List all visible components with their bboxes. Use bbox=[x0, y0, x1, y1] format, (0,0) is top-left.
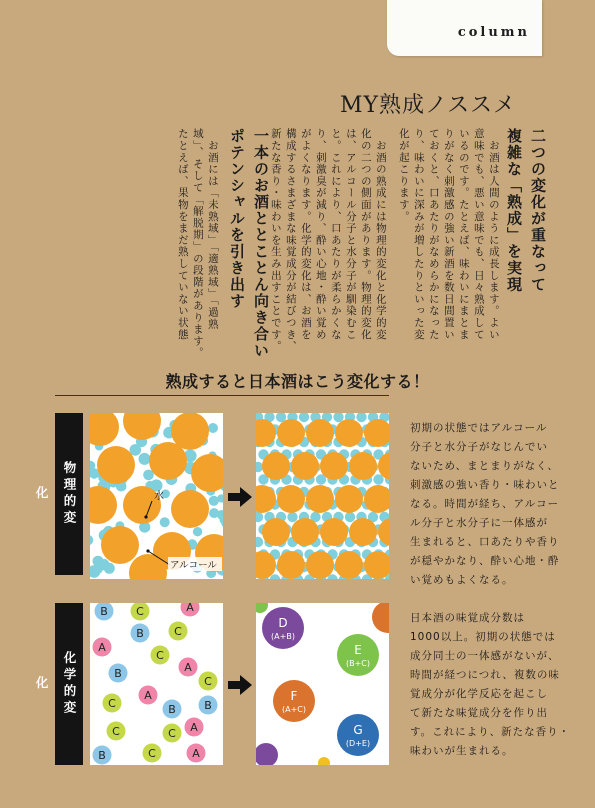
alcohol-molecule bbox=[320, 518, 348, 546]
alcohol-molecule bbox=[349, 452, 377, 480]
molecule-fragment bbox=[372, 603, 389, 633]
headline-column: 複雑な「熟成」を実現 bbox=[505, 128, 523, 293]
chemical-before-diagram bbox=[90, 603, 223, 765]
molecule-a-label: A bbox=[186, 603, 194, 614]
physical-description-line: 生まれると、口あたりや香り bbox=[410, 536, 560, 548]
physical-description-line: が穏やかなり、酔い心地・酔 bbox=[410, 555, 560, 567]
subhead-column: 一本のお酒ととことん向き合い bbox=[252, 128, 270, 359]
alcohol-molecule bbox=[364, 419, 389, 447]
alcohol-molecule bbox=[191, 454, 223, 492]
chemical-before-panel bbox=[90, 603, 223, 765]
article-title: MY熟成ノススメ bbox=[340, 93, 517, 118]
molecule-b-label: B bbox=[98, 749, 106, 762]
molecule-c-label: C bbox=[148, 747, 156, 760]
alcohol-molecule bbox=[306, 419, 334, 447]
body-text-column: お酒は人間のように成長します。よい bbox=[487, 128, 500, 341]
chemical-change-label-bar bbox=[34, 603, 83, 765]
body-text-column: 化の二つの側面があります。物理的変化 bbox=[359, 128, 372, 341]
molecule-c-label: C bbox=[174, 625, 182, 638]
alcohol-molecule bbox=[335, 551, 363, 579]
water-molecule bbox=[209, 496, 219, 506]
arrow-right-icon bbox=[228, 487, 252, 507]
water-molecule bbox=[299, 413, 309, 422]
water-molecule bbox=[90, 535, 93, 545]
molecule-fragment bbox=[318, 757, 330, 765]
water-molecule bbox=[104, 563, 115, 574]
column-tab bbox=[387, 0, 542, 56]
molecule-a-label: A bbox=[192, 747, 200, 760]
alcohol-molecule bbox=[291, 518, 319, 546]
water-molecule bbox=[193, 527, 202, 536]
chemical-change-label: 化学的変化 bbox=[34, 651, 77, 717]
physical-after-panel bbox=[256, 413, 389, 579]
physical-description bbox=[410, 419, 560, 590]
molecule-e-label: E bbox=[354, 643, 362, 657]
alcohol-molecule bbox=[97, 446, 135, 484]
molecule-b-label: B bbox=[204, 699, 212, 712]
headline-column: 二つの変化が重なって bbox=[529, 128, 547, 293]
molecule-f-label: F bbox=[290, 689, 298, 703]
body-text-column: 構成するさまざまな味覚成分が結びつき、 bbox=[284, 128, 297, 353]
alcohol-molecule bbox=[291, 452, 319, 480]
chemical-description-line: 日本酒の味覚成分数は bbox=[410, 612, 525, 624]
alcohol-molecule bbox=[171, 490, 209, 528]
molecule-a-label: A bbox=[144, 689, 152, 702]
molecule-g-formula: (D+E) bbox=[345, 739, 371, 748]
physical-change-label-bar bbox=[34, 413, 83, 575]
alcohol-molecule bbox=[277, 485, 305, 513]
body-text-column: 意味でも、悪い意味でも、日々熟成して bbox=[472, 128, 485, 341]
alcohol-molecule bbox=[306, 485, 334, 513]
water-molecule bbox=[256, 537, 263, 547]
body-text-column: お酒の熟成には物理的変化と化学的変 bbox=[374, 128, 387, 341]
molecule-c-label: C bbox=[168, 727, 176, 740]
alcohol-molecule bbox=[335, 419, 363, 447]
body-text-column: り、味わいに深みが増したりといった変 bbox=[412, 128, 425, 341]
physical-before-diagram bbox=[90, 413, 223, 579]
molecule-c-label: C bbox=[204, 675, 212, 688]
molecule-fragment bbox=[256, 743, 278, 765]
molecule-c-label: C bbox=[136, 605, 144, 618]
water-label: 水 bbox=[154, 491, 164, 502]
physical-description-line: 初期の状態ではアルコール bbox=[410, 422, 548, 434]
molecule-b-label: B bbox=[100, 605, 108, 618]
chemical-description-line: 覚成分が化学反応を起こし bbox=[410, 688, 548, 700]
water-molecule bbox=[139, 453, 151, 465]
molecule-g-label: G bbox=[353, 723, 363, 737]
chemical-description-line: す。これにより、新たな香り・ bbox=[410, 726, 571, 738]
physical-description-line: 分子と水分子がなじんでい bbox=[410, 441, 548, 453]
water-molecule bbox=[256, 512, 263, 522]
body-text-column: 域」、そして「解脱期」の段階があります。 bbox=[191, 128, 204, 359]
alcohol-molecule bbox=[306, 551, 334, 579]
chemical-description-line: 1000以上。初期の状態では bbox=[410, 631, 556, 643]
section-divider bbox=[55, 395, 389, 396]
body-text-column: いるのです。たとえば、味わいにまとま bbox=[457, 128, 470, 341]
chemical-description-line: 成分同士の一体感がないが、 bbox=[410, 650, 560, 662]
chemical-after-panel bbox=[256, 603, 389, 765]
molecule-b-label: B bbox=[168, 703, 176, 716]
body-text-column: 新たな香り・味わいを生み出すことです。 bbox=[269, 128, 282, 353]
physical-after-diagram bbox=[256, 413, 389, 579]
body-text-column: り、刺激臭が減り、酔い心地・酔い覚め bbox=[314, 128, 327, 341]
water-molecule bbox=[208, 423, 218, 433]
arrow-right-icon bbox=[228, 675, 252, 695]
water-label-dot bbox=[144, 515, 147, 518]
alcohol-molecule bbox=[90, 413, 119, 446]
physical-description-line: なる。時間が経ち、アルコー bbox=[410, 498, 560, 510]
chemical-description-line: て新たな味覚成分を作り出 bbox=[410, 707, 548, 719]
alcohol-molecule bbox=[262, 452, 290, 480]
alcohol-molecule bbox=[349, 518, 377, 546]
physical-description-line: い覚めもよくなる。 bbox=[410, 574, 514, 586]
alcohol-molecule bbox=[149, 442, 187, 480]
alcohol-label-dot bbox=[146, 549, 149, 552]
molecule-fragment bbox=[256, 603, 268, 613]
molecule-c-label: C bbox=[112, 725, 120, 738]
body-text-column: たとえば、果物をまだ熟していない状態 bbox=[176, 128, 189, 341]
physical-change-label: 物理的変化 bbox=[34, 461, 77, 527]
chemical-description bbox=[410, 609, 570, 761]
chemical-description-line: 時間が経つにつれ、複数の味 bbox=[410, 669, 560, 681]
body-text-column: お酒には「未熟域」「適熟域」「過熟 bbox=[206, 128, 219, 330]
molecule-b-label: B bbox=[136, 627, 144, 640]
body-text-column: は、アルコール分子と水分子が馴染むこ bbox=[344, 128, 357, 341]
molecule-e-formula: (B+C) bbox=[345, 659, 371, 668]
physical-description-line: ル分子と水分子に一体感が bbox=[410, 517, 548, 529]
alcohol-molecule bbox=[320, 452, 348, 480]
physical-description-line: 刺激感の強い香り・味わいと bbox=[410, 479, 560, 491]
body-text-column: と。これにより、口あたりが柔らかくな bbox=[329, 128, 342, 341]
alcohol-molecule bbox=[335, 485, 363, 513]
molecule-a-label: A bbox=[184, 661, 192, 674]
alcohol-molecule bbox=[90, 486, 117, 524]
physical-description-line: ないため、まとまりがなく、 bbox=[410, 460, 559, 472]
water-molecule bbox=[356, 413, 366, 422]
alcohol-molecule bbox=[277, 419, 305, 447]
chemical-after-diagram bbox=[256, 603, 389, 765]
body-text-column: 化が起こります。 bbox=[397, 128, 410, 223]
molecule-d-label: D bbox=[278, 616, 288, 630]
molecule-c-label: C bbox=[156, 649, 164, 662]
body-text-column: ておくと、口あたりがなめらかになった bbox=[427, 128, 440, 341]
alcohol-label: アルコール bbox=[170, 560, 217, 571]
molecule-c-label: C bbox=[108, 697, 116, 710]
physical-before-panel bbox=[90, 413, 223, 579]
molecule-a-label: A bbox=[190, 721, 198, 734]
body-text-column: りがなく刺激感の強い新酒を数日間置い bbox=[442, 128, 455, 341]
alcohol-molecule bbox=[262, 518, 290, 546]
alcohol-molecule bbox=[277, 551, 305, 579]
alcohol-molecule bbox=[101, 526, 139, 564]
water-molecule bbox=[345, 512, 355, 522]
chemical-description-line: 味わいが生まれる。 bbox=[410, 745, 514, 757]
water-molecule bbox=[160, 517, 170, 527]
molecule-f-formula: (A+C) bbox=[281, 705, 307, 714]
molecule-a-label: A bbox=[98, 641, 106, 654]
subhead-column: ポテンシャルを引き出す bbox=[228, 128, 246, 310]
water-molecule bbox=[287, 512, 297, 522]
section-title: 熟成すると日本酒はこう変化する！ bbox=[165, 372, 430, 391]
molecule-d-formula: (A+B) bbox=[271, 632, 295, 641]
column-tab-label: column bbox=[457, 25, 530, 40]
body-text-column: がよくなります。化学的変化は、お酒を bbox=[299, 128, 312, 341]
molecule-b-label: B bbox=[114, 667, 122, 680]
